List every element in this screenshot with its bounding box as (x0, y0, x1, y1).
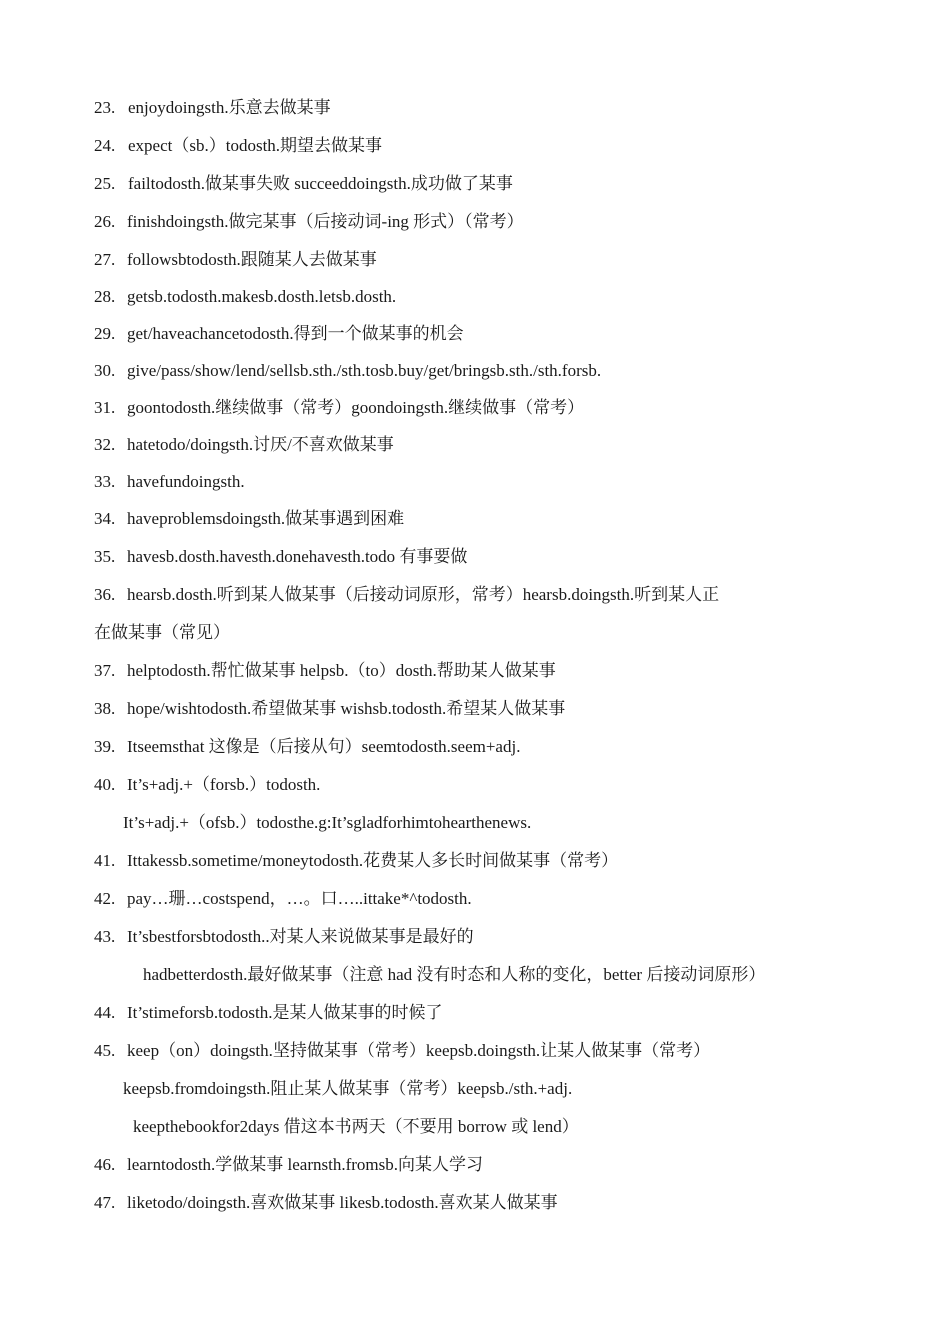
entry-number: 32. (94, 435, 116, 454)
entry-text: Ittakessb.sometime/moneytodosth.花费某人多长时间做某事（常考） (127, 851, 619, 870)
entry-text: expect（sb.）todosth.期望去做某事 (128, 136, 383, 155)
entry-number: 43. (94, 927, 116, 946)
entry-text: hope/wishtodosth.希望做某事 wishsb.todosth.希望某人做某事 (127, 699, 566, 718)
entry-text: pay…珊…costspend，…。口…..ittake*^todosth. (127, 889, 472, 908)
entry-number: 35. (94, 547, 116, 566)
entry-number: 42. (94, 889, 116, 908)
entry-text: hearsb.dosth.听到某人做某事（后接动词原形，常考）hearsb.doingsth.听到某人正 (127, 585, 720, 604)
entry-text: failtodosth.做某事失败 succeeddoingsth.成功做了某事 (128, 174, 513, 193)
entry-text: It’s+adj.+（ofsb.）todosthe.g:It’sgladforhimtohearthenews. (123, 813, 532, 832)
entry-text: helptodosth.帮忙做某事 helpsb.（to）dosth.帮助某人做某事 (127, 661, 556, 680)
entry-text: getsb.todosth.makesb.dosth.letsb.dosth. (127, 287, 397, 306)
entry-number: 38. (94, 699, 116, 718)
entry-number: 34. (94, 509, 116, 528)
entry-text: Itseemsthat 这像是（后接从句）seemtodosth.seem+adj. (127, 737, 521, 756)
entry-text: It’sbestforsbtodosth..对某人来说做某事是最好的 (127, 927, 474, 946)
entry-number: 29. (94, 324, 116, 343)
entry-text: give/pass/show/lend/sellsb.sth./sth.tosb.buy/get/bringsb.sth./sth.forsb. (127, 361, 602, 380)
entry-text: It’stimeforsb.todosth.是某人做某事的时候了 (127, 1003, 443, 1022)
entry-number: 39. (94, 737, 116, 756)
entry-text: keepsb.fromdoingsth.阻止某人做某事（常考）keepsb./sth.+adj. (123, 1079, 573, 1098)
entry-text: hadbetterdosth.最好做某事（注意 had 没有时态和人称的变化，better 后接动词原形） (143, 965, 766, 984)
entry-number: 28. (94, 287, 116, 306)
entry-number: 36. (94, 585, 116, 604)
entry-number: 45. (94, 1041, 116, 1060)
entry-number: 44. (94, 1003, 116, 1022)
entry-text: get/haveachancetodosth.得到一个做某事的机会 (127, 324, 464, 343)
entry-text: keepthebookfor2days 借这本书两天（不要用 borrow 或 lend） (133, 1117, 579, 1136)
entry-text: havefundoingsth. (127, 472, 245, 491)
entry-number: 41. (94, 851, 116, 870)
entry-text: keep（on）doingsth.坚持做某事（常考）keepsb.doingsth.让某人做某事（常考） (127, 1041, 711, 1060)
entry-text: learntodosth.学做某事 learnsth.fromsb.向某人学习 (127, 1155, 484, 1174)
entry-number: 25. (94, 174, 116, 193)
entry-text: enjoydoingsth.乐意去做某事 (128, 98, 331, 117)
entry-number: 26. (94, 212, 116, 231)
entry-number: 23. (94, 98, 116, 117)
entry-number: 30. (94, 361, 116, 380)
entry-number: 27. (94, 250, 116, 269)
entry-text: It’s+adj.+（forsb.）todosth. (127, 775, 321, 794)
entry-number: 46. (94, 1155, 116, 1174)
entry-number: 33. (94, 472, 116, 491)
entry-text: finishdoingsth.做完某事（后接动词-ing 形式）（常考） (127, 212, 524, 231)
entry-text: followsbtodosth.跟随某人去做某事 (127, 250, 377, 269)
entry-text: hatetodo/doingsth.讨厌/不喜欢做某事 (127, 435, 394, 454)
entry-number: 24. (94, 136, 116, 155)
entry-text: haveproblemsdoingsth.做某事遇到困难 (127, 509, 405, 528)
entry-text: 在做某事（常见） (94, 623, 230, 642)
entry-text: liketodo/doingsth.喜欢做某事 likesb.todosth.喜欢某人做某事 (127, 1193, 558, 1212)
entry-number: 47. (94, 1193, 116, 1212)
entry-text: havesb.dosth.havesth.donehavesth.todo 有事要做 (127, 547, 468, 566)
entry-text: goontodosth.继续做事（常考）goondoingsth.继续做事（常考） (127, 398, 585, 417)
entry-number: 31. (94, 398, 116, 417)
entry-number: 40. (94, 775, 116, 794)
entry-number: 37. (94, 661, 116, 680)
